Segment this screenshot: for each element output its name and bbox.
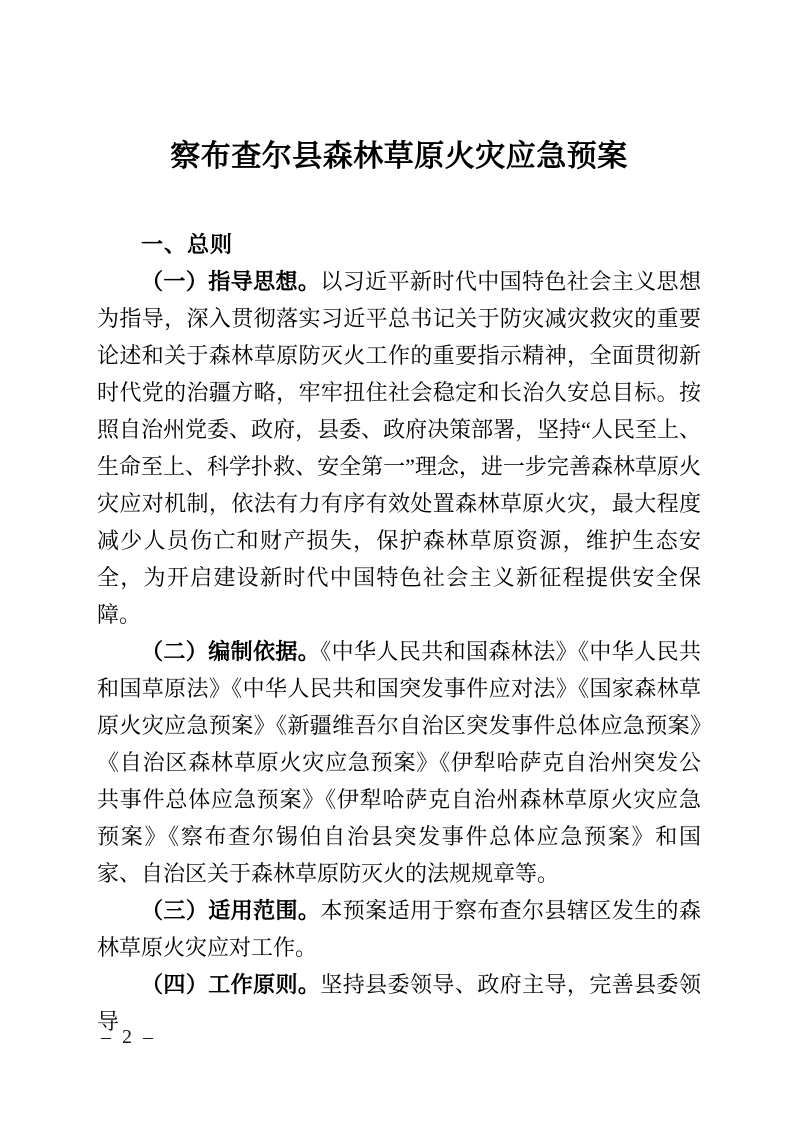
document-content xyxy=(97,0,701,1040)
paragraph xyxy=(97,966,701,1040)
paragraph-lead: （二）编制依据。 xyxy=(141,639,321,664)
paragraph xyxy=(97,263,701,633)
paragraph-text: 以习近平新时代中国特色社会主义思想为指导，深入贯彻落实习近平总书记关于防灾减灾救灾的重要论述和关于森林草原防灭火工作的重要指示精神，全面贯彻新时代党的治疆方略，牢牢扭住社会稳定和长治久安总目标。按照自治州党委、政府，县委、政府决策部署，坚持“人民至上、生命至上、科学扑救、安全第一”理念，进一步完善森林草原火灾应对机制，依法有力有序有效处置森林草原火灾，最大程度减少人员伤亡和财产损失，保护森林草原资源，维护生态安全，为开启建设新时代中国特色社会主义新征程提供安全保障。 xyxy=(97,269,701,627)
section-heading: 一、总则 xyxy=(141,232,234,257)
paragraph-text: 坚持县委领导、政府主导，完善县委领导 xyxy=(97,972,701,1034)
paragraph-lead: （四）工作原则。 xyxy=(141,972,321,997)
paragraph-text: 《中华人民共和国森林法》《中华人民共和国草原法》《中华人民共和国突发事件应对法》《国家森林草原火灾应急预案》《新疆维吾尔自治区突发事件总体应急预案》《自治区森林草原火灾应急预案》《伊犁哈萨克自治州突发公共事件总体应急预案》《伊犁哈萨克自治州森林草原火灾应急预案》《察布查尔锡伯自治县突发事件总体应急预案》和国家、自治区关于森林草原防灭火的法规规章等。 xyxy=(97,639,701,886)
paragraph xyxy=(97,892,701,966)
page-number: – 2 – xyxy=(101,1026,156,1048)
paragraph-lead: （一）指导思想。 xyxy=(141,269,321,294)
paragraph-text: 本预案适用于察布查尔县辖区发生的森林草原火灾应对工作。 xyxy=(97,898,701,960)
paragraph xyxy=(97,633,701,892)
paragraph-lead: （三）适用范围。 xyxy=(141,898,321,923)
document-title: 察布查尔县森林草原火灾应急预案 xyxy=(170,140,628,173)
